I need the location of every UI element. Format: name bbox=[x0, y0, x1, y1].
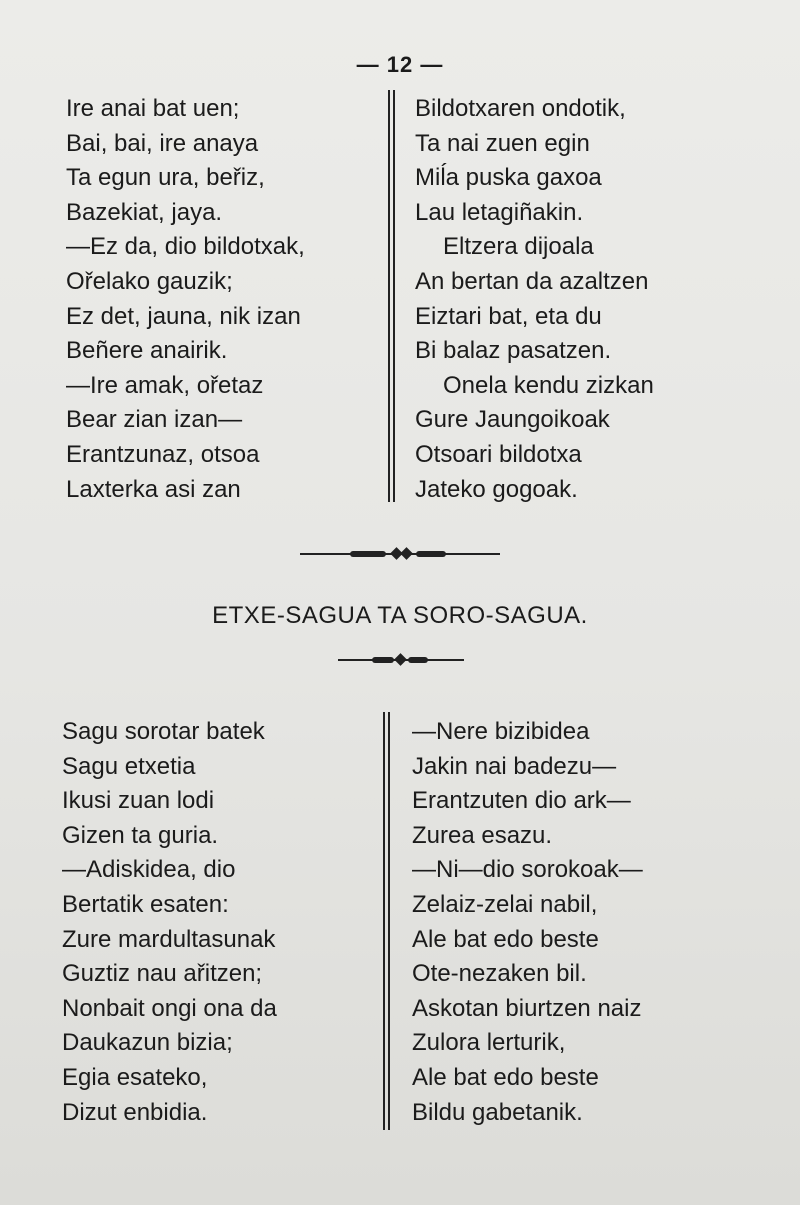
verse-line: Jakin nai badezu— bbox=[412, 752, 617, 780]
verse-line: Ale bat edo beste bbox=[412, 1063, 599, 1091]
verse-line: Bildu gabetanik. bbox=[412, 1098, 583, 1126]
verse-line: Ořelako gauzik; bbox=[66, 267, 233, 295]
verse-line: Bi balaz pasatzen. bbox=[415, 337, 612, 365]
verse-line: Sagu etxetia bbox=[62, 752, 196, 780]
poem1-left-column bbox=[66, 92, 305, 507]
verse-line: —Adiskidea, dio bbox=[62, 856, 236, 884]
verse-line: —Ez da, dio bildotxak, bbox=[66, 233, 305, 261]
verse-line: Onela kendu zizkan bbox=[443, 371, 654, 399]
verse-line: Daukazun bizia; bbox=[62, 1029, 233, 1057]
verse-line: Ta nai zuen egin bbox=[415, 129, 590, 157]
verse-line: Bazekiat, jaya. bbox=[66, 198, 223, 226]
verse-line: Lau letagiñakin. bbox=[415, 198, 584, 226]
verse-line: Egia esateko, bbox=[62, 1063, 208, 1091]
verse-line: Bai, bai, ire anaya bbox=[66, 129, 259, 157]
verse-line: —Ni—dio sorokoak— bbox=[412, 856, 643, 884]
ornamental-rule bbox=[300, 549, 500, 559]
verse-line: Bear zian izan— bbox=[66, 406, 243, 434]
verse-line: Beñere anairik. bbox=[66, 337, 228, 365]
poem1-right-column bbox=[415, 92, 654, 507]
verse-line: Ikusi zuan lodi bbox=[62, 787, 215, 815]
verse-line: Otsoari bildotxa bbox=[415, 440, 582, 468]
verse-line: Zure mardultasunak bbox=[62, 925, 276, 953]
column-divider bbox=[383, 712, 390, 1130]
ornamental-rule bbox=[338, 655, 464, 665]
verse-line: Erantzuten dio ark— bbox=[412, 787, 631, 815]
poem2-left-column bbox=[62, 715, 277, 1130]
verse-line: Askotan biurtzen naiz bbox=[412, 994, 642, 1022]
verse-line: Ale bat edo beste bbox=[412, 925, 599, 953]
verse-line: Gure Jaungoikoak bbox=[415, 406, 610, 434]
verse-line: Ez det, jauna, nik izan bbox=[66, 302, 301, 330]
verse-line: —Nere bizibidea bbox=[412, 718, 590, 745]
verse-line: Laxterka asi zan bbox=[66, 475, 241, 503]
verse-line: Bertatik esaten: bbox=[62, 890, 229, 918]
verse-line: Gizen ta guria. bbox=[62, 821, 219, 849]
verse-line: Erantzunaz, otsoa bbox=[66, 440, 260, 468]
verse-line: An bertan da azaltzen bbox=[415, 267, 649, 295]
verse-line: Dizut enbidia. bbox=[62, 1098, 208, 1126]
verse-line: Nonbait ongi ona da bbox=[62, 994, 277, 1022]
page-number: — 12 — bbox=[356, 52, 444, 77]
verse-line: Eiztari bat, eta du bbox=[415, 302, 602, 330]
verse-line: Bildotxaren ondotik, bbox=[415, 95, 626, 122]
column-divider bbox=[388, 90, 395, 502]
poem2-right-column bbox=[412, 715, 643, 1130]
section-title: ETXE-SAGUA TA SORO-SAGUA. bbox=[212, 602, 588, 629]
verse-line: Miĺa puska gaxoa bbox=[415, 164, 602, 192]
verse-line: Eltzera dijoala bbox=[443, 233, 594, 261]
verse-line: Zulora lerturik, bbox=[412, 1029, 566, 1057]
verse-line: —Ire amak, ořetaz bbox=[66, 371, 264, 399]
verse-line: Ire anai bat uen; bbox=[66, 95, 240, 122]
verse-line: Zelaiz-zelai nabil, bbox=[412, 890, 598, 918]
verse-line: Ote-nezaken bil. bbox=[412, 960, 587, 988]
verse-line: Zurea esazu. bbox=[412, 821, 553, 849]
verse-line: Sagu sorotar batek bbox=[62, 718, 265, 745]
verse-line: Ta egun ura, beřiz, bbox=[66, 164, 265, 192]
verse-line: Guztiz nau ařitzen; bbox=[62, 960, 263, 988]
verse-line: Jateko gogoak. bbox=[415, 475, 578, 503]
